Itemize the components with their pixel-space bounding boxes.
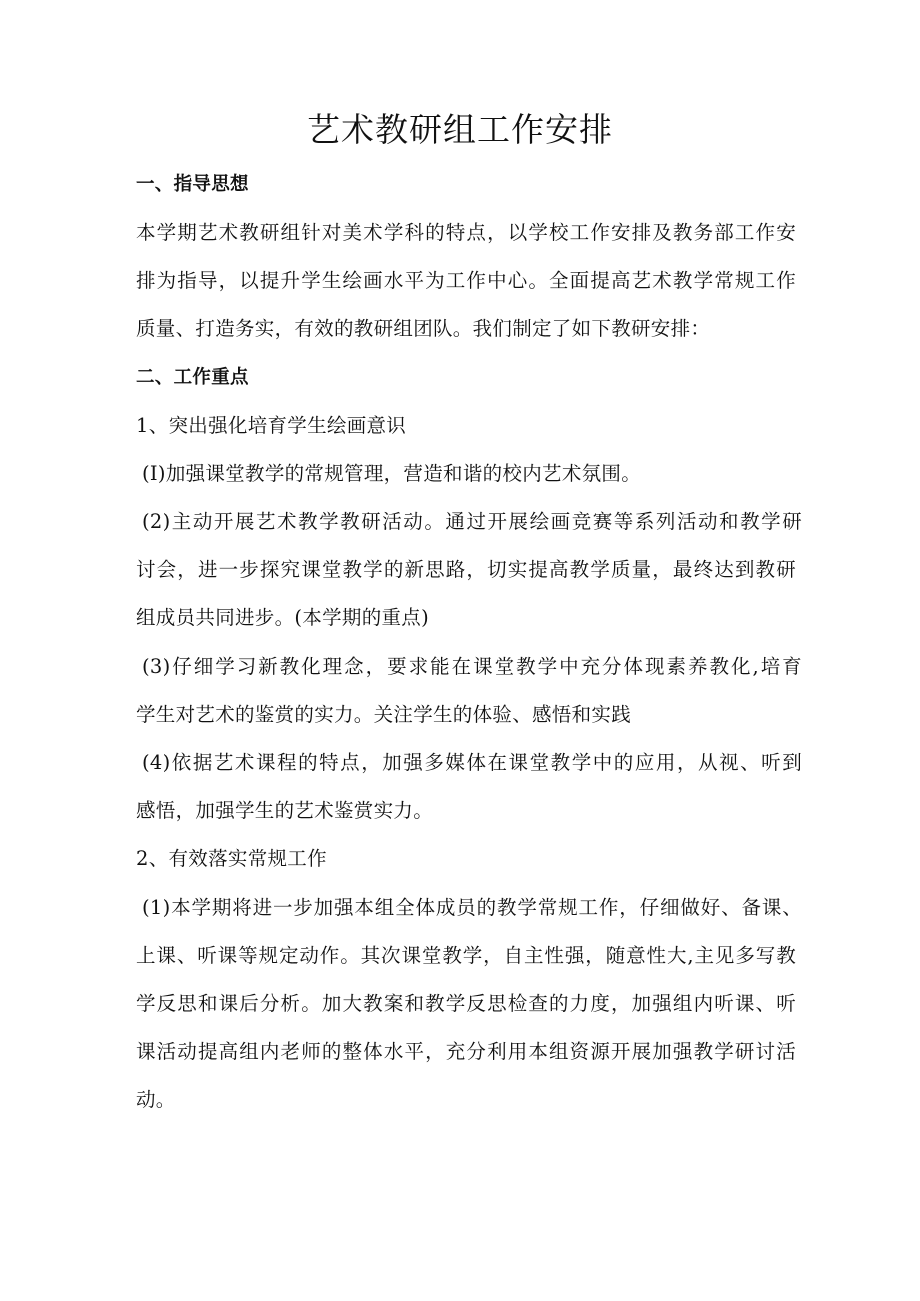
sub-item-line: (1)本学期将进一步加强本组全体成员的教学常规工作，仔细做好、备课、 (142, 896, 802, 919)
sub-item-line: (4)依据艺术课程的特点，加强多媒体在课堂教学中的应用，从视、听到 (142, 751, 802, 774)
section-heading-work-focus: 二、工作重点 (136, 367, 249, 388)
sub-item-line: (2)主动开展艺术教学教研活动。通过开展绘画竞赛等系列活动和教学研 (142, 510, 802, 533)
paragraph-line: 排为指导，以提升学生绘画水平为工作中心。全面提高艺术教学常规工作 (136, 269, 796, 292)
sub-item-line: 动。 (136, 1088, 176, 1111)
sub-item-line: (3)仔细学习新教化理念，要求能在课堂教学中充分体现素养教化,培育 (142, 655, 802, 678)
item-title: 1、突出强化培育学生绘画意识 (136, 414, 407, 437)
sub-item-line: 课活动提高组内老师的整体水平，充分利用本组资源开展加强教学研讨活 (136, 1040, 796, 1063)
section-heading-guiding-ideology: 一、指导思想 (136, 174, 249, 195)
sub-item-line: 上课、听课等规定动作。其次课堂教学，自主性强，随意性大,主见多写教 (136, 944, 796, 967)
paragraph-line: 质量、打造务实，有效的教研组团队。我们制定了如下教研安排： (136, 317, 711, 340)
sub-item-line: 学反思和课后分析。加大教案和教学反思检查的力度，加强组内听课、听 (136, 992, 796, 1015)
paragraph-line: 本学期艺术教研组针对美术学科的特点，以学校工作安排及教务部工作安 (136, 221, 796, 244)
item-title: 2、有效落实常规工作 (136, 847, 327, 870)
document-title: 艺术教研组工作安排 (307, 110, 613, 149)
sub-item-line: 讨会，进一步探究课堂教学的新思路，切实提高教学质量，最终达到教研 (136, 558, 796, 581)
sub-item-line: 组成员共同进步。(本学期的重点) (136, 606, 430, 629)
sub-item-line: 学生对艺术的鉴赏的实力。关注学生的体验、感悟和实践 (136, 703, 632, 726)
sub-item-line: 感悟，加强学生的艺术鉴赏实力。 (136, 799, 434, 822)
sub-item-line: (I)加强课堂教学的常规管理，营造和谐的校内艺术氛围。 (142, 462, 642, 485)
